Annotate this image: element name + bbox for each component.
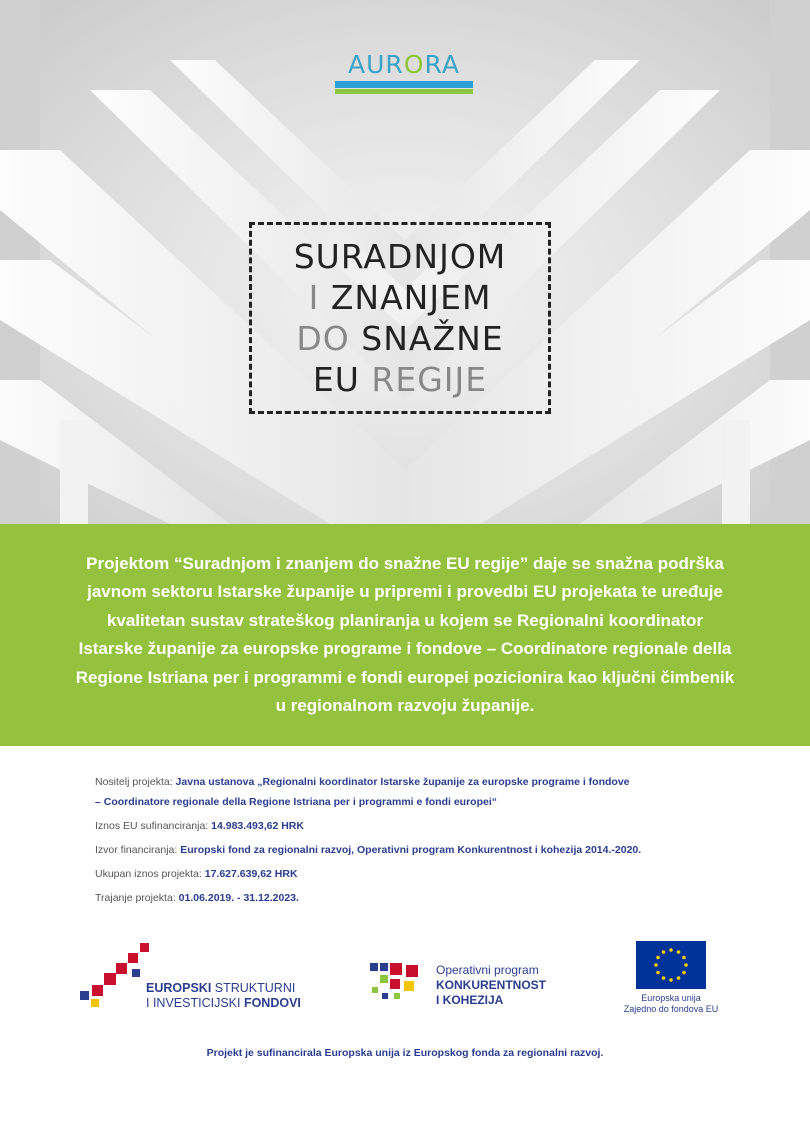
aurora-logo bbox=[334, 52, 474, 104]
info-holder-continued: – Coordinatore regionale della Regione Istriana per i programmi e fondi europei“ bbox=[95, 796, 497, 808]
eu-star-icon bbox=[662, 976, 666, 980]
aurora-logo-bar bbox=[335, 81, 473, 88]
aurora-wordmark: AURORA bbox=[348, 50, 460, 79]
eu-star-icon bbox=[656, 956, 660, 960]
hero-section bbox=[0, 0, 810, 524]
title-line-3: DO SNAŽNE bbox=[296, 319, 504, 358]
eu-text: Europska unija Zajedno do fondova EU bbox=[623, 993, 719, 1014]
eu-star-icon bbox=[654, 963, 658, 967]
info-duration: Trajanje projekta: 01.06.2019. - 31.12.2023. bbox=[95, 892, 299, 904]
footer-note: Projekt je sufinancirala Europska unija iz Europskog fonda za regionalni razvoj. bbox=[206, 1047, 604, 1059]
title-line-1: SURADNJOM bbox=[293, 237, 507, 276]
eu-star-icon bbox=[662, 950, 666, 954]
project-title-box bbox=[249, 222, 551, 414]
title-line-2: I ZNANJEM bbox=[308, 278, 492, 317]
aurora-logo-bar bbox=[335, 89, 473, 94]
opk-squares-icon bbox=[368, 963, 428, 1015]
eu-star-icon bbox=[669, 948, 673, 952]
eu-star-icon bbox=[656, 971, 660, 975]
opk-text: Operativni program KONKURENTNOST I KOHEZIJA bbox=[436, 963, 546, 1007]
intro-banner bbox=[0, 524, 810, 746]
eu-star-icon bbox=[682, 971, 686, 975]
opk-logo bbox=[368, 963, 568, 1023]
eu-star-icon bbox=[677, 950, 681, 954]
esif-text: EUROPSKI STRUKTURNI I INVESTICIJSKI FONDOVI bbox=[146, 981, 301, 1010]
esif-logo bbox=[78, 941, 318, 1021]
eu-star-icon bbox=[682, 956, 686, 960]
eu-flag-icon bbox=[636, 941, 706, 989]
info-eu-amount: Iznos EU sufinanciranja: 14.983.493,62 HRK bbox=[95, 820, 304, 832]
eu-star-icon bbox=[677, 976, 681, 980]
project-info bbox=[95, 770, 755, 910]
title-line-4: EU REGIJE bbox=[312, 360, 488, 399]
funding-logos bbox=[0, 935, 810, 1035]
eu-star-icon bbox=[669, 978, 673, 982]
info-holder: Nositelj projekta: Javna ustanova „Regionalni koordinator Istarske županije za europske programe i fondove bbox=[95, 776, 630, 788]
eu-logo bbox=[606, 941, 736, 1031]
info-source: Izvor financiranja: Europski fond za regionalni razvoj, Operativni program Konkurentnost i kohezija 2014.-2020. bbox=[95, 844, 642, 856]
info-total: Ukupan iznos projekta: 17.627.639,62 HRK bbox=[95, 868, 298, 880]
eu-star-icon bbox=[684, 963, 688, 967]
intro-text: Projektom “Suradnjom i znanjem do snažne EU regije” daje se snažna podrška javnom sektoru Istarske županije u pripremi i provedbi EU projekata te uređuje kvalitetan sustav strateškog planiranja u kojem se Regionalni koordinator Istarske županije za europske programe i fondove – Coordinatore regionale della Regione Istriana per i programmi e fondi europei pozicionira kao ključni čimbenik u regionalnom razvoju županije. bbox=[75, 553, 735, 715]
